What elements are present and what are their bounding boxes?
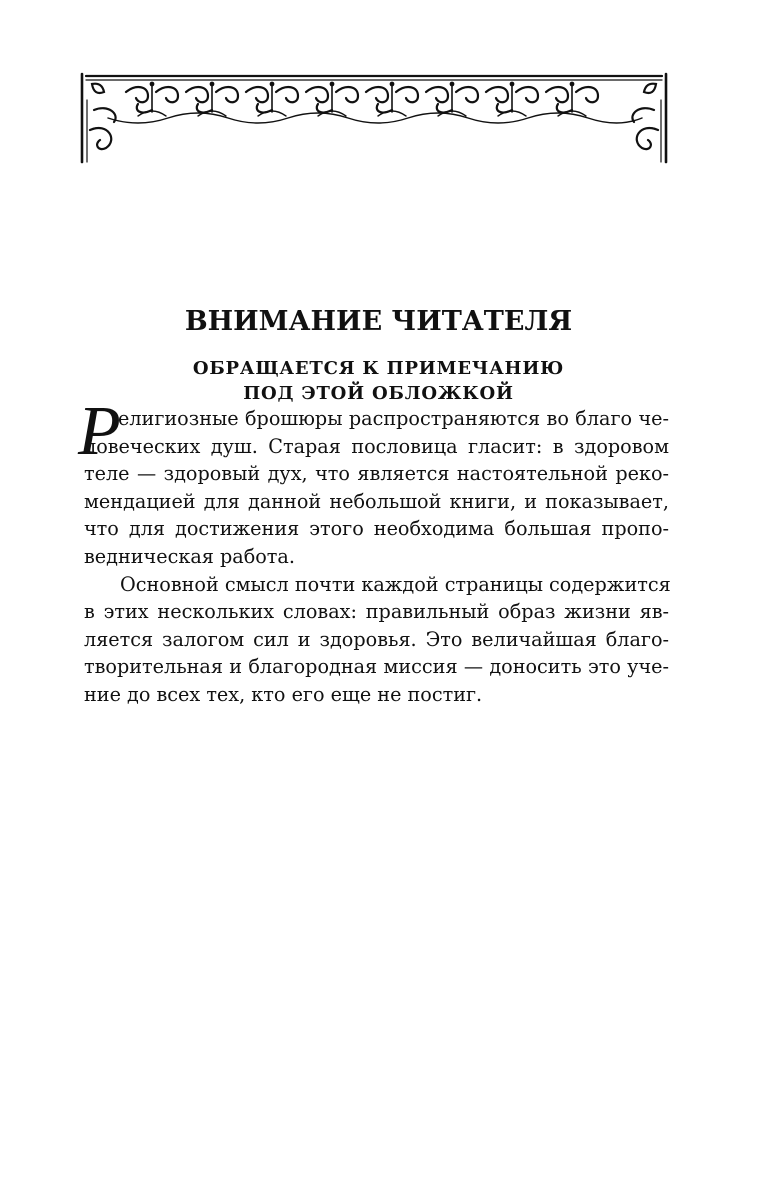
subtitle-line: ОБРАЩАЕТСЯ К ПРИМЕЧАНИЮ: [192, 358, 565, 379]
floral-border-ornament-icon: [78, 70, 670, 166]
drop-cap: Р: [78, 393, 121, 470]
text-line: теле — здоровый дух, что является настоятельной реко-: [84, 462, 669, 486]
page-title: ВНИМАНИЕ ЧИТАТЕЛЯ: [184, 306, 573, 337]
text-line: ние до всех тех, кто его еще не постиг.: [84, 682, 483, 706]
text-line: творительная и благородная миссия — доносить это уче-: [84, 655, 669, 679]
text-line: мендацией для данной небольшой книги, и показывает,: [84, 489, 669, 513]
text-line: елигиозные брошюры распространяются во благо че-: [118, 407, 669, 430]
text-line: ловеческих душ. Старая пословица гласит: в здоровом: [84, 434, 669, 458]
text-line: ляется залогом сил и здоровья. Это величайшая благо-: [84, 627, 669, 651]
text-line: ведническая работа.: [84, 544, 295, 568]
paragraph-2: [84, 571, 669, 709]
text-line: что для достижения этого необходима большая пропо-: [84, 517, 669, 541]
text-line: Основной смысл почти каждой страницы содержится: [120, 572, 671, 596]
subtitle-line: ПОД ЭТОЙ ОБЛОЖКОЙ: [243, 383, 514, 404]
text-line: в этих нескольких словах: правильный образ жизни яв-: [84, 600, 669, 624]
